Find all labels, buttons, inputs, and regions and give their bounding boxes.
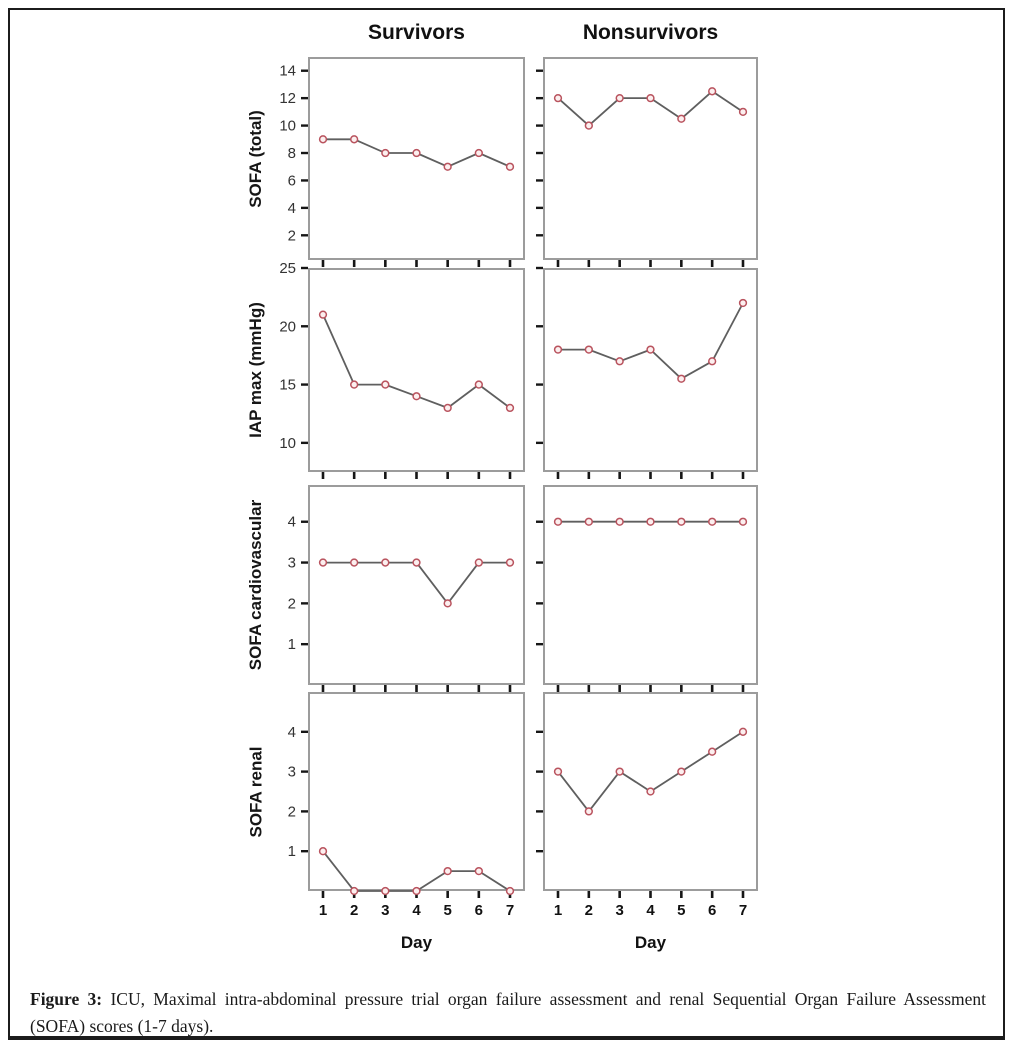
svg-text:3: 3 (381, 902, 390, 919)
figure-caption: Figure 3: ICU, Maximal intra-abdominal pressure trial organ failure assessment and renal Sequential Organ Failure Assessment (SOFA) scores (1-7 days). (30, 989, 987, 1036)
x-axis-title-left: Day (400, 933, 433, 952)
column-title-survivors: Survivors (368, 21, 465, 44)
svg-text:1: 1 (287, 636, 296, 654)
chart-sofa-renal-survivors (287, 692, 525, 919)
svg-text:5: 5 (443, 902, 452, 919)
chart-iap-max-nonsurvivors (543, 268, 758, 472)
svg-text:4: 4 (412, 902, 421, 919)
svg-text:14: 14 (279, 62, 296, 80)
svg-text:10: 10 (279, 434, 296, 452)
svg-text:1: 1 (287, 843, 296, 861)
svg-text:2: 2 (287, 227, 296, 245)
column-title-nonsurvivors: Nonsurvivors (582, 21, 719, 44)
y-axis-label-sofa-cardiovascular: SOFA cardiovascular (246, 499, 266, 671)
chart-sofa-renal-nonsurvivors (543, 692, 758, 919)
svg-text:2: 2 (287, 595, 296, 613)
svg-text:12: 12 (279, 90, 296, 108)
chart-sofa-total-survivors (279, 57, 525, 260)
svg-text:1: 1 (318, 902, 328, 919)
chart-iap-max-survivors (279, 260, 525, 472)
y-axis-label-sofa-renal: SOFA renal (246, 745, 266, 838)
svg-text:4: 4 (287, 199, 296, 217)
svg-text:5: 5 (677, 902, 686, 919)
svg-text:3: 3 (287, 554, 296, 572)
chart-sofa-cardiovascular-survivors (287, 485, 525, 685)
y-axis-label-sofa-total: SOFA (total) (246, 109, 265, 208)
y-axis-label-iap-max: IAP max (mmHg) (246, 302, 265, 438)
svg-text:7: 7 (738, 902, 748, 919)
svg-text:3: 3 (615, 902, 624, 919)
svg-text:6: 6 (474, 902, 484, 919)
svg-text:25: 25 (279, 260, 296, 277)
svg-text:4: 4 (287, 723, 296, 741)
svg-text:4: 4 (287, 513, 296, 531)
svg-text:15: 15 (279, 376, 296, 394)
chart-sofa-cardiovascular-nonsurvivors (543, 485, 758, 685)
svg-text:4: 4 (646, 902, 655, 919)
svg-text:6: 6 (707, 902, 717, 919)
x-axis-title-right: Day (634, 933, 667, 952)
chart-sofa-total-nonsurvivors (543, 57, 758, 260)
caption-label: Figure 3: (30, 989, 103, 1009)
svg-text:10: 10 (279, 117, 296, 135)
svg-text:6: 6 (287, 172, 296, 190)
svg-text:2: 2 (287, 803, 296, 821)
svg-text:8: 8 (287, 145, 296, 163)
svg-text:1: 1 (553, 902, 563, 919)
svg-text:2: 2 (349, 902, 359, 919)
svg-text:3: 3 (287, 763, 296, 781)
svg-text:2: 2 (584, 902, 594, 919)
svg-text:7: 7 (505, 902, 515, 919)
svg-text:20: 20 (279, 318, 296, 336)
